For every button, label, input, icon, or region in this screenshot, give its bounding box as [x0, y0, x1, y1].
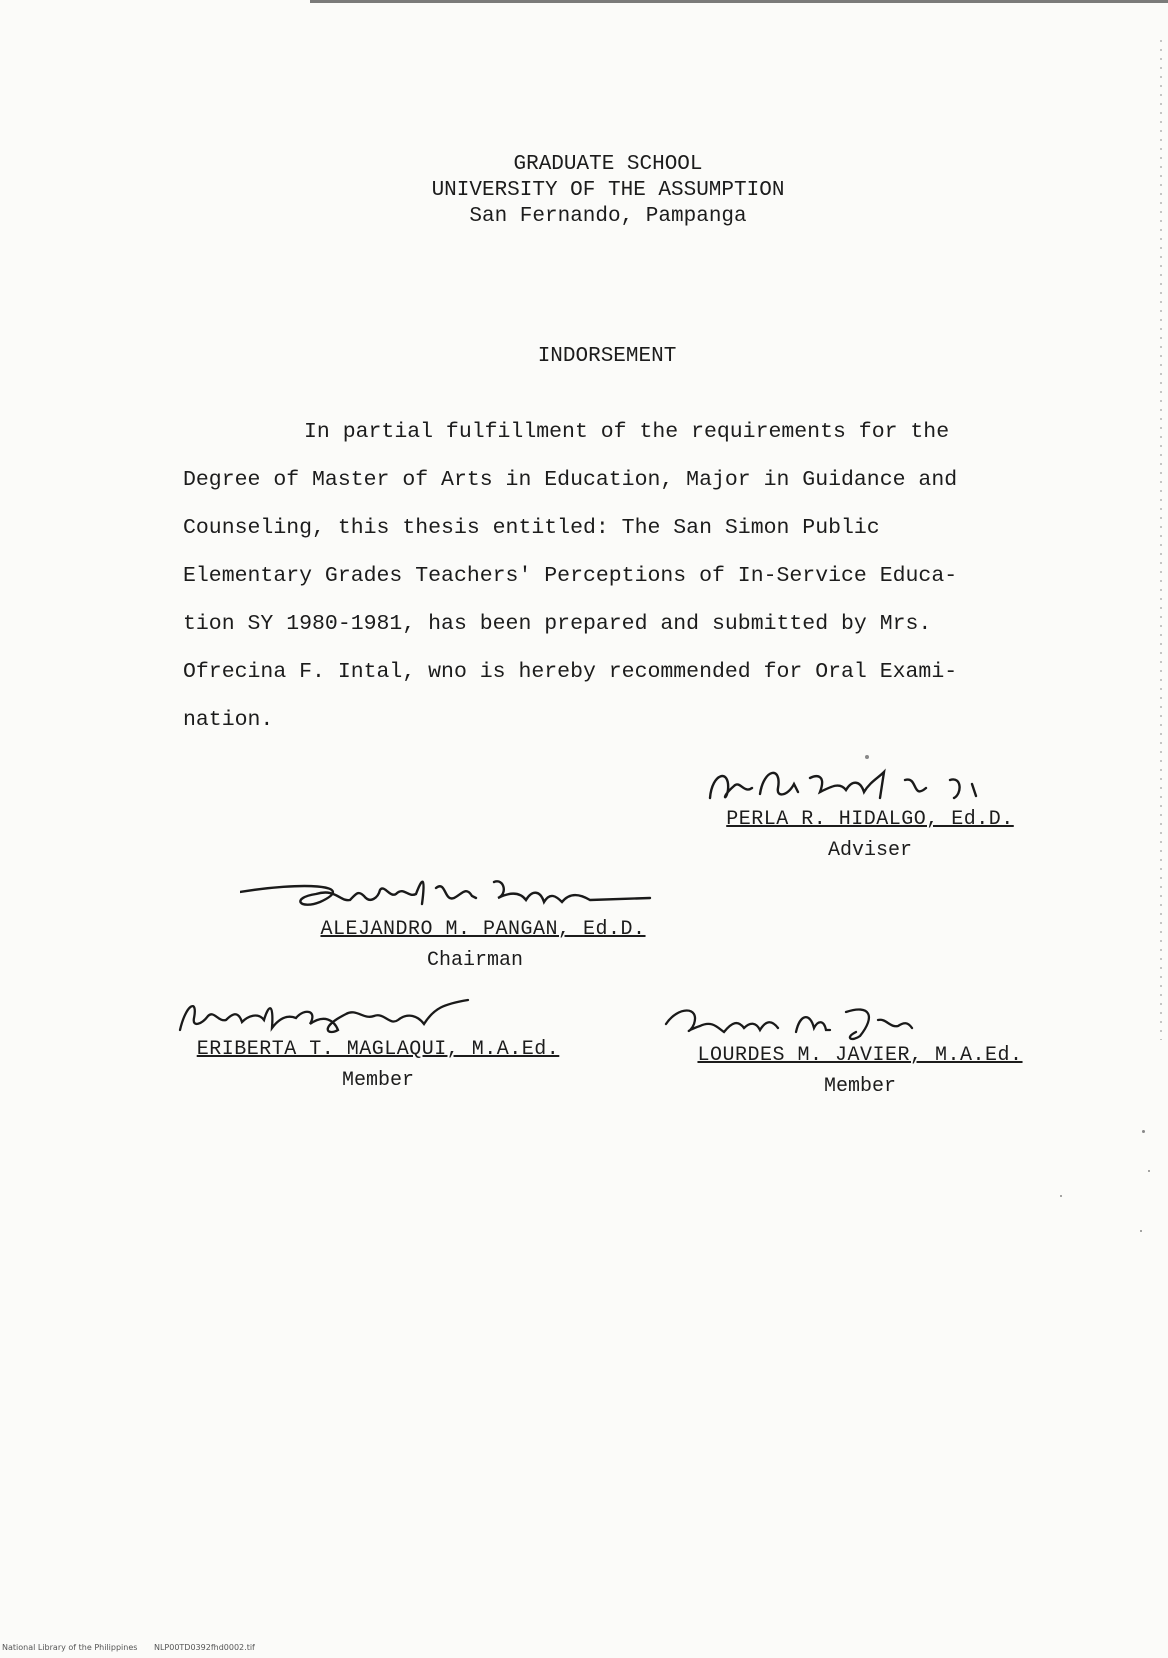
paragraph-line: In partial fulfillment of the requirements for the — [304, 420, 950, 444]
scan-footer — [2, 1643, 255, 1652]
member-left-signature-block — [168, 990, 588, 1092]
scan-speck — [1060, 1195, 1062, 1197]
member-left-role: Member — [341, 1069, 414, 1092]
indorsement-paragraph — [183, 408, 1053, 744]
letterhead — [0, 152, 1168, 230]
chairman-signature — [240, 868, 670, 918]
paragraph-line: Elementary Grades Teachers' Perceptions of In-Service Educa- — [183, 564, 958, 588]
scan-speck — [1142, 1130, 1145, 1133]
letterhead-location: San Fernando, Pampanga — [469, 205, 747, 228]
letterhead-university: UNIVERSITY OF THE ASSUMPTION — [431, 179, 785, 202]
chairman-name: ALEJANDRO M. PANGAN, Ed.D. — [320, 918, 646, 941]
member-right-signature — [660, 998, 1060, 1044]
member-left-signature — [168, 990, 588, 1038]
adviser-name: PERLA R. HIDALGO, Ed.D. — [726, 808, 1014, 831]
adviser-role: Adviser — [827, 839, 912, 862]
member-right-role: Member — [823, 1075, 896, 1098]
scan-top-edge — [310, 0, 1168, 3]
document-title: INDORSEMENT — [537, 345, 677, 368]
paragraph-line: tion SY 1980-1981, has been prepared and submitted by Mrs. — [183, 612, 932, 636]
chairman-role: Chairman — [426, 949, 523, 972]
footer-filename: NLP00TD0392fhd0002.tif — [153, 1643, 255, 1652]
footer-library: National Library of the Philippines — [2, 1643, 138, 1652]
member-left-name: ERIBERTA T. MAGLAQUI, M.A.Ed. — [196, 1038, 560, 1061]
scan-speck — [865, 755, 869, 759]
member-right-signature-block — [660, 998, 1060, 1098]
member-right-name: LOURDES M. JAVIER, M.A.Ed. — [697, 1044, 1023, 1067]
chairman-signature-block — [240, 868, 670, 972]
adviser-signature — [700, 758, 1040, 808]
paragraph-line: nation. — [183, 708, 274, 732]
letterhead-school: GRADUATE SCHOOL — [513, 153, 703, 176]
scan-speck — [1140, 1230, 1142, 1232]
paragraph-line: Counseling, this thesis entitled: The San Simon Public — [183, 516, 880, 540]
adviser-signature-block — [700, 758, 1040, 862]
paragraph-line: Degree of Master of Arts in Education, Major in Guidance and — [183, 468, 958, 492]
scan-speck — [1148, 1170, 1150, 1172]
paragraph-line: Ofrecina F. Intal, wno is hereby recommended for Oral Exami- — [183, 660, 958, 684]
